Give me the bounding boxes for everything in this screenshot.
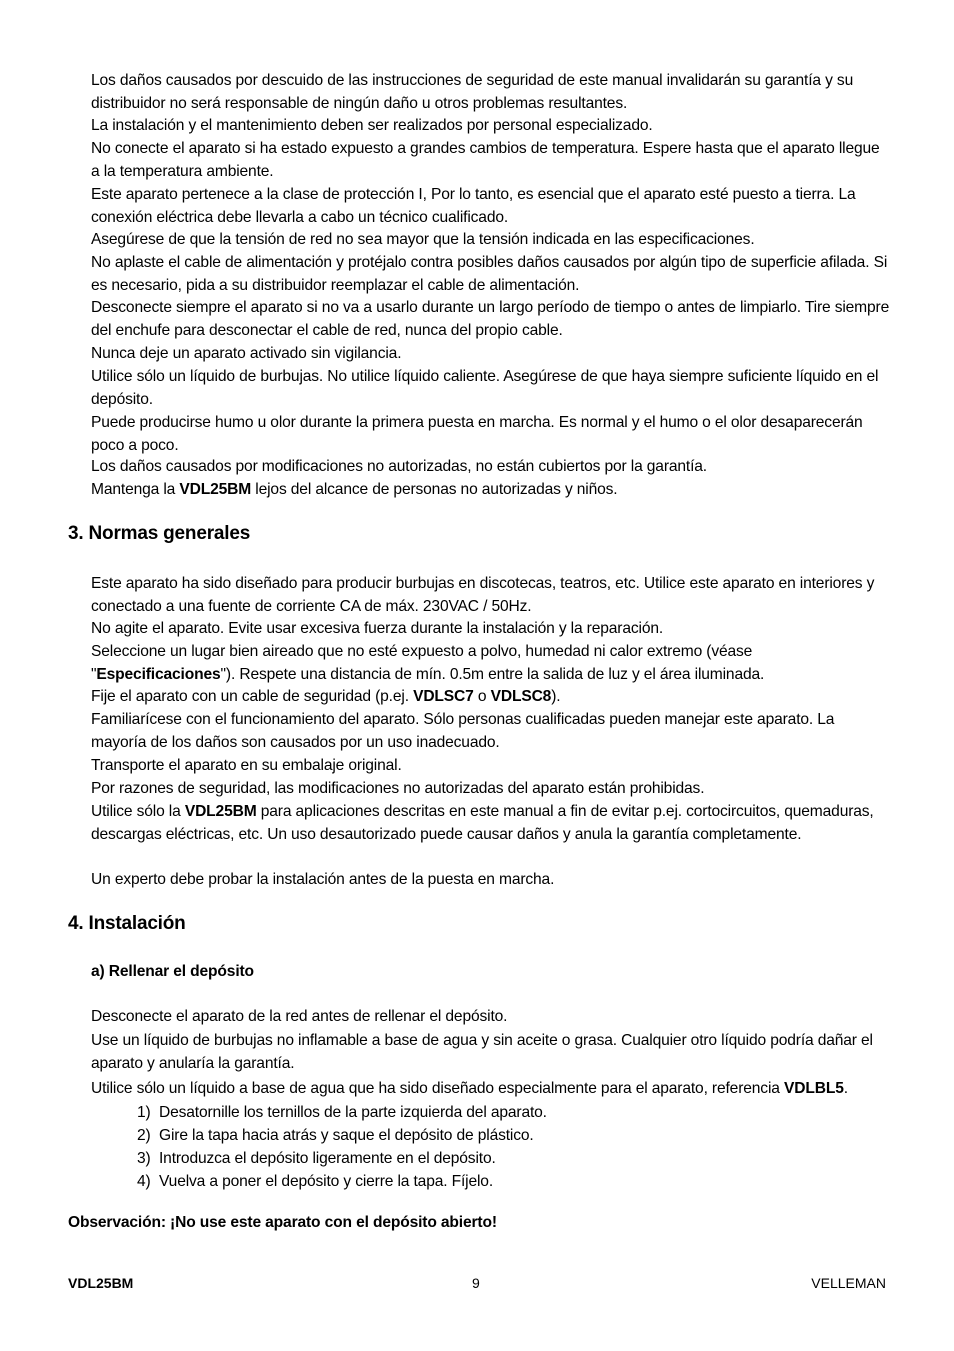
step-text: Gire la tapa hacia atrás y saque el depósito de plástico. [159, 1127, 534, 1144]
general-paragraph [91, 641, 891, 686]
safety-paragraph: Nunca deje un aparato activado sin vigilancia. [91, 345, 402, 362]
safety-paragraph: Los daños causados por descuido de las instrucciones de seguridad de este manual invalidarán su garantía y su distribuidor no será responsable de ningún daño u otros problemas resultantes. [91, 72, 854, 112]
footer-model: VDL25BM [68, 1275, 134, 1291]
general-paragraph: Por razones de seguridad, las modificaciones no autorizadas del aparato están prohibidas. [91, 780, 705, 797]
safety-paragraph: La instalación y el mantenimiento deben ser realizados por personal especializado. [91, 117, 653, 134]
safety-paragraph: Los daños causados por modificaciones no autorizadas, no están cubiertos por la garantía. [91, 458, 707, 475]
safety-paragraph: Puede producirse humo u olor durante la primera puesta en marcha. Es normal y el humo o el olor desaparecerán poco a poco. [91, 414, 863, 454]
general-paragraph: Transporte el aparato en su embalaje original. [91, 757, 402, 774]
general-paragraph [91, 686, 891, 709]
text-run: . [843, 1080, 848, 1097]
general-paragraph: Este aparato ha sido diseñado para producir burbujas en discotecas, teatros, etc. Utilice este aparato en interiores y conectado a una fuente de corriente CA de máx. 230VAC / 50Hz. [91, 575, 875, 615]
footer-page-number: 9 [472, 1275, 480, 1291]
refill-steps-list [137, 1101, 877, 1193]
step-text: Introduzca el depósito ligeramente en el depósito. [159, 1150, 496, 1167]
text-run: lejos del alcance de personas no autorizadas y niños. [251, 481, 618, 498]
general-paragraph: No agite el aparato. Evite usar excesiva fuerza durante la instalación y la reparación. [91, 620, 664, 637]
subsection-heading-rellenar: a) Rellenar el depósito [91, 963, 254, 980]
section-heading-instalacion: 4. Instalación [68, 913, 186, 934]
product-code: VDLBL5 [783, 1080, 844, 1097]
list-item [137, 1124, 877, 1147]
product-code: VDL25BM [179, 481, 252, 498]
safety-paragraph: Utilice sólo un líquido de burbujas. No utilice líquido caliente. Asegúrese de que haya siempre suficiente líquido en el depósito. [91, 368, 879, 408]
section-heading-normas-generales: 3. Normas generales [68, 523, 251, 544]
safety-paragraph: Desconecte siempre el aparato si no va a usarlo durante un largo período de tiempo o antes de limpiarlo. Tire siempre del enchufe para desconectar el cable de red, nunca del propio cable. [91, 299, 890, 339]
text-run: Utilice sólo un líquido a base de agua que ha sido diseñado especialmente para el aparato, referencia [91, 1080, 784, 1097]
safety-paragraph: Este aparato pertenece a la clase de protección I, Por lo tanto, es esencial que el aparato esté puesto a tierra. La conexión eléctrica debe llevarla a cabo un técnico cualificado. [91, 186, 856, 226]
step-number: 2) [137, 1127, 151, 1144]
product-code: VDL25BM [184, 803, 257, 820]
install-paragraph: Use un líquido de burbujas no inflamable a base de agua y sin aceite o grasa. Cualquier otro líquido podría dañar el aparato y anularía la garantía. [91, 1032, 873, 1072]
general-paragraph: Un experto debe probar la instalación antes de la puesta en marcha. [91, 871, 555, 888]
step-text: Vuelva a poner el depósito y cierre la tapa. Fíjelo. [159, 1173, 494, 1190]
text-run: para aplicaciones descritas en este manual a fin de evitar p.ej. cortocircuitos, quemaduras, descargas eléctricas, etc. Un uso desautorizado puede causar daños y anula la garantía completamente. [91, 803, 874, 843]
list-item [137, 1170, 877, 1193]
product-code: VDLSC7 [413, 688, 474, 705]
install-paragraph: Desconecte el aparato de la red antes de rellenar el depósito. [91, 1008, 508, 1025]
safety-paragraph: Asegúrese de que la tensión de red no sea mayor que la tensión indicada en las especificaciones. [91, 231, 755, 248]
text-run: o [473, 688, 491, 705]
bold-reference: Especificaciones [96, 665, 221, 683]
safety-paragraph [91, 479, 891, 502]
product-code: VDLSC8 [490, 688, 552, 705]
step-text: Desatornille los ternillos de la parte izquierda del aparato. [159, 1104, 547, 1121]
safety-paragraph: No conecte el aparato si ha estado expuesto a grandes cambios de temperatura. Espere hasta que el aparato llegue a la temperatura ambiente. [91, 140, 880, 180]
text-run: Seleccione un lugar bien aireado que no esté expuesto a polvo, humedad ni calor extremo (véase " [91, 643, 753, 683]
list-item [137, 1101, 877, 1124]
footer-brand: VELLEMAN [811, 1275, 886, 1291]
text-run: ). [551, 688, 561, 705]
text-run: Utilice sólo la [91, 803, 185, 820]
text-run: "). Respete una distancia de mín. 0.5m entre la salida de luz y el área iluminada. [220, 665, 765, 683]
step-number: 1) [137, 1104, 151, 1121]
general-paragraph [91, 801, 891, 846]
general-paragraph: Familiarícese con el funcionamiento del aparato. Sólo personas cualificadas pueden manejar este aparato. La mayoría de los daños son causados por un uso inadecuado. [91, 711, 835, 751]
step-number: 4) [137, 1173, 151, 1190]
safety-paragraph: No aplaste el cable de alimentación y protéjalo contra posibles daños causados por algún tipo de superficie afilada. Si es necesario, pida a su distribuidor reemplazar el cable de alimentación. [91, 254, 888, 294]
step-number: 3) [137, 1150, 151, 1167]
text-run: Mantenga la [91, 481, 180, 498]
install-paragraph [91, 1078, 891, 1101]
warning-note: Observación: ¡No use este aparato con el depósito abierto! [68, 1214, 497, 1231]
text-run: Fije el aparato con un cable de seguridad (p.ej. [91, 688, 414, 705]
list-item [137, 1147, 877, 1170]
